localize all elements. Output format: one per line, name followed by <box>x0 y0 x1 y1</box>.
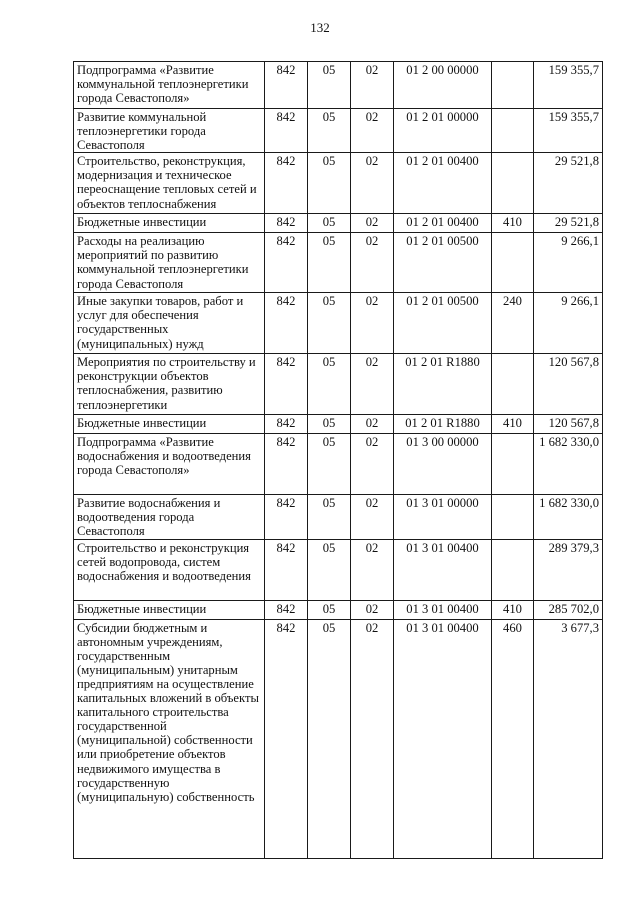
table-row <box>74 600 603 619</box>
cell-section: 05 <box>308 62 351 109</box>
cell-amount: 159 355,7 <box>534 62 603 109</box>
cell-department: 842 <box>265 233 308 293</box>
cell-department: 842 <box>265 153 308 214</box>
cell-expense-type <box>492 153 534 214</box>
cell-name: Субсидии бюджетным и автономным учреждениям, государственным (муниципальным) унитарным предприятиям на осуществление капитальных вложений в объекты капитального строительства государственной (муниципальной) собственности или приобретение объектов недвижимого имущества в государственную (муниципальную) собственность <box>74 619 265 858</box>
cell-subsection: 02 <box>351 434 394 495</box>
cell-amount: 9 266,1 <box>534 233 603 293</box>
cell-subsection: 02 <box>351 214 394 233</box>
cell-subsection: 02 <box>351 619 394 858</box>
cell-amount: 120 567,8 <box>534 415 603 434</box>
cell-name: Иные закупки товаров, работ и услуг для обеспечения государственных (муниципальных) нужд <box>74 293 265 354</box>
cell-section: 05 <box>308 153 351 214</box>
cell-name: Строительство и реконструкция сетей водопровода, систем водоснабжения и водоотведения <box>74 539 265 600</box>
cell-department: 842 <box>265 62 308 109</box>
page-number: 132 <box>310 20 330 35</box>
table-row <box>74 293 603 354</box>
cell-amount: 3 677,3 <box>534 619 603 858</box>
table-row <box>74 539 603 600</box>
cell-subsection: 02 <box>351 62 394 109</box>
cell-expense-type <box>492 495 534 539</box>
cell-amount: 120 567,8 <box>534 354 603 415</box>
cell-target-item: 01 2 00 00000 <box>394 62 492 109</box>
table-row <box>74 233 603 293</box>
budget-table-body <box>74 62 603 859</box>
cell-amount: 29 521,8 <box>534 214 603 233</box>
cell-department: 842 <box>265 539 308 600</box>
cell-section: 05 <box>308 214 351 233</box>
cell-target-item: 01 3 01 00000 <box>394 495 492 539</box>
table-row <box>74 153 603 214</box>
table-row <box>74 619 603 858</box>
cell-department: 842 <box>265 293 308 354</box>
cell-section: 05 <box>308 233 351 293</box>
cell-subsection: 02 <box>351 153 394 214</box>
cell-section: 05 <box>308 600 351 619</box>
cell-amount: 29 521,8 <box>534 153 603 214</box>
cell-department: 842 <box>265 619 308 858</box>
cell-section: 05 <box>308 293 351 354</box>
cell-name: Мероприятия по строительству и реконструкции объектов теплоснабжения, развитию теплоэнергетики <box>74 354 265 415</box>
cell-expense-type <box>492 233 534 293</box>
cell-department: 842 <box>265 434 308 495</box>
cell-section: 05 <box>308 434 351 495</box>
cell-amount: 1 682 330,0 <box>534 434 603 495</box>
cell-amount: 1 682 330,0 <box>534 495 603 539</box>
cell-subsection: 02 <box>351 415 394 434</box>
cell-target-item: 01 2 01 R1880 <box>394 415 492 434</box>
table-row <box>74 62 603 109</box>
cell-name: Бюджетные инвестиции <box>74 214 265 233</box>
cell-subsection: 02 <box>351 233 394 293</box>
cell-name: Бюджетные инвестиции <box>74 600 265 619</box>
cell-subsection: 02 <box>351 354 394 415</box>
cell-name: Расходы на реализацию мероприятий по развитию коммунальной теплоэнергетики города Севастополя <box>74 233 265 293</box>
table-row <box>74 495 603 539</box>
cell-section: 05 <box>308 539 351 600</box>
cell-amount: 285 702,0 <box>534 600 603 619</box>
cell-section: 05 <box>308 495 351 539</box>
cell-expense-type: 240 <box>492 293 534 354</box>
cell-target-item: 01 2 01 00400 <box>394 214 492 233</box>
cell-department: 842 <box>265 214 308 233</box>
cell-name: Подпрограмма «Развитие водоснабжения и водоотведения города Севастополя» <box>74 434 265 495</box>
table-row <box>74 214 603 233</box>
cell-expense-type <box>492 354 534 415</box>
table-row <box>74 434 603 495</box>
cell-target-item: 01 3 01 00400 <box>394 539 492 600</box>
table-row <box>74 109 603 153</box>
cell-expense-type <box>492 109 534 153</box>
cell-department: 842 <box>265 600 308 619</box>
cell-target-item: 01 3 00 00000 <box>394 434 492 495</box>
cell-section: 05 <box>308 415 351 434</box>
cell-section: 05 <box>308 619 351 858</box>
cell-subsection: 02 <box>351 539 394 600</box>
cell-department: 842 <box>265 109 308 153</box>
budget-table <box>73 61 603 859</box>
cell-section: 05 <box>308 109 351 153</box>
cell-target-item: 01 2 01 00400 <box>394 153 492 214</box>
cell-department: 842 <box>265 415 308 434</box>
cell-name: Бюджетные инвестиции <box>74 415 265 434</box>
cell-expense-type <box>492 539 534 600</box>
cell-section: 05 <box>308 354 351 415</box>
cell-expense-type: 460 <box>492 619 534 858</box>
cell-expense-type: 410 <box>492 600 534 619</box>
cell-expense-type <box>492 62 534 109</box>
cell-name: Строительство, реконструкция, модернизация и техническое переоснащение тепловых сетей и объектов теплоснабжения <box>74 153 265 214</box>
cell-name: Развитие водоснабжения и водоотведения города Севастополя <box>74 495 265 539</box>
table-row <box>74 415 603 434</box>
cell-expense-type: 410 <box>492 214 534 233</box>
cell-target-item: 01 2 01 00000 <box>394 109 492 153</box>
cell-target-item: 01 3 01 00400 <box>394 619 492 858</box>
cell-expense-type <box>492 434 534 495</box>
cell-name: Развитие коммунальной теплоэнергетики города Севастополя <box>74 109 265 153</box>
cell-subsection: 02 <box>351 495 394 539</box>
cell-expense-type: 410 <box>492 415 534 434</box>
cell-amount: 9 266,1 <box>534 293 603 354</box>
cell-target-item: 01 2 01 R1880 <box>394 354 492 415</box>
table-row <box>74 354 603 415</box>
cell-target-item: 01 2 01 00500 <box>394 233 492 293</box>
cell-target-item: 01 2 01 00500 <box>394 293 492 354</box>
cell-subsection: 02 <box>351 600 394 619</box>
cell-subsection: 02 <box>351 293 394 354</box>
cell-name: Подпрограмма «Развитие коммунальной теплоэнергетики города Севастополя» <box>74 62 265 109</box>
cell-department: 842 <box>265 354 308 415</box>
cell-amount: 159 355,7 <box>534 109 603 153</box>
cell-target-item: 01 3 01 00400 <box>394 600 492 619</box>
cell-subsection: 02 <box>351 109 394 153</box>
cell-amount: 289 379,3 <box>534 539 603 600</box>
cell-department: 842 <box>265 495 308 539</box>
